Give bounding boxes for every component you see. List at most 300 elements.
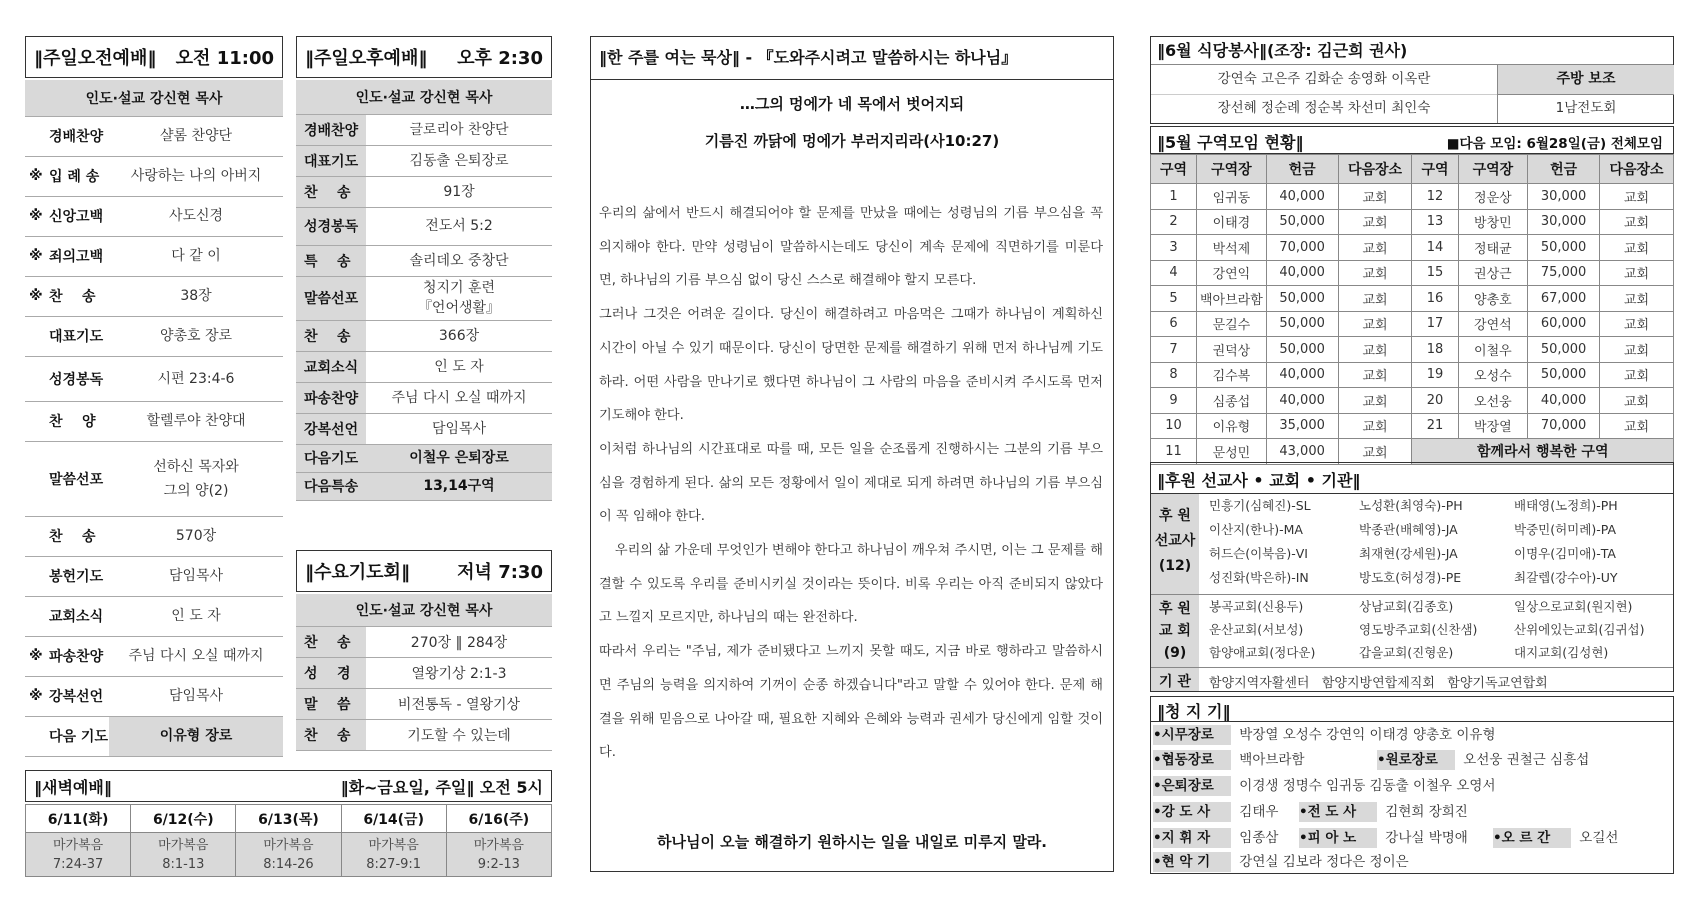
steward-names-preacher: 김태우 — [1239, 804, 1279, 820]
worship-item-label: 교회소식 — [296, 351, 366, 382]
district-column-header: 헌금 — [1266, 155, 1338, 184]
district-cell: 60,000 — [1528, 311, 1600, 337]
worship-item-value: 할렐루야 찬양대 — [109, 401, 283, 441]
worship-item-value: 38장 — [109, 276, 283, 316]
district-cell: 교회 — [1600, 235, 1674, 261]
support-entry: 민흥기(심혜진)-SL — [1209, 498, 1311, 513]
church-label: 후 원 교 회 (9) — [1159, 601, 1191, 661]
worship-item-value: 선하신 목자와 그의 양(2) — [109, 441, 283, 516]
support-entry: 박종관(배혜영)-JA — [1359, 522, 1458, 537]
worship-item-value: 366장 — [366, 320, 552, 351]
meditation-verse-1: …그의 멍에가 네 목에서 벗어지되 — [739, 95, 965, 113]
worship-item-value: 양총호 장로 — [109, 316, 283, 356]
worship-item-value: 사도신경 — [109, 196, 283, 236]
district-column-header: 다음장소 — [1338, 155, 1412, 184]
worship-row — [25, 676, 283, 716]
worship-row — [296, 114, 552, 145]
table-row — [1151, 413, 1674, 439]
district-cell: 50,000 — [1266, 337, 1338, 363]
worship-row — [25, 196, 283, 236]
worship-item-value: 김동출 은퇴장로 — [366, 145, 552, 176]
worship-row — [25, 156, 283, 196]
steward-names-serving: 박장열 오성수 강연익 이태경 양총호 이유형 — [1239, 727, 1496, 743]
org-label: 기 관 — [1159, 674, 1191, 690]
worship-item-label: 봉헌기도 — [49, 569, 104, 585]
district-cell: 문성민 — [1197, 439, 1267, 465]
missionary-label: 후 원 선교사 (12) — [1154, 508, 1196, 574]
district-cell: 19 — [1412, 362, 1458, 388]
meditation-paragraph-4: 우리의 삶 가운데 무엇인가 변해야 한다고 하나님이 깨우쳐 주시면, 이는 그 문제를 해결할 수 있도록 우리를 준비시키실 것이라는 뜻이다. 비록 우리는 아직 준비되지 않았다고 느낄지 모르지만, 하나님의 때는 완전하다. — [599, 543, 1103, 626]
district-cell: 교회 — [1600, 413, 1674, 439]
support-entry: 이명우(김미애)-TA — [1514, 546, 1616, 561]
support-entry: 갑을교회(진형운) — [1359, 645, 1454, 660]
district-column-header: 구역장 — [1458, 155, 1528, 184]
sunday-morning-time: 오전 11:00 — [175, 48, 274, 69]
worship-item — [25, 441, 109, 516]
district-cell: 20 — [1412, 388, 1458, 414]
table-row — [1151, 362, 1674, 388]
district-cell: 교회 — [1600, 388, 1674, 414]
district-cell: 40,000 — [1266, 388, 1338, 414]
district-title: ‖5월 구역모임 현황‖ — [1157, 133, 1304, 152]
worship-item-value: 담임목사 — [109, 676, 283, 716]
district-cell: 40,000 — [1266, 362, 1338, 388]
worship-item-label: 파송찬양 — [49, 649, 104, 665]
worship-row — [25, 516, 283, 556]
steward-label-preacher: •강 도 사 — [1153, 802, 1231, 822]
dawn-title: ‖새벽예배‖ — [34, 777, 112, 797]
support-entry: 방도호(허성경)-PE — [1359, 570, 1462, 585]
worship-item-value: 열왕기상 2:1-3 — [366, 657, 552, 688]
steward-names-retired: 이경생 정명수 임귀동 김동출 이철우 오영서 — [1239, 778, 1496, 794]
support-entry: 함양애교회(정다운) — [1209, 645, 1316, 660]
district-cell: 30,000 — [1528, 184, 1600, 210]
district-cell: 1 — [1151, 184, 1197, 210]
district-cell: 50,000 — [1266, 311, 1338, 337]
worship-row — [296, 413, 552, 444]
meditation-paragraph-1: 우리의 삶에서 반드시 해결되어야 할 문제를 만났을 때에는 성령님의 기름 부으심을 꼭 의지해야 한다. 만약 성령님이 말씀하시는데도 당신이 계속 문제에 직면하기를 미룬다면, 하나님의 기름 부으심 없이 당신 스스로 해결해야 할지 모른다. — [599, 206, 1103, 289]
worship-item-label: 성경봉독 — [296, 207, 366, 245]
district-cell: 6 — [1151, 311, 1197, 337]
district-cell: 교회 — [1600, 311, 1674, 337]
district-cell: 문길수 — [1197, 311, 1267, 337]
worship-item — [25, 236, 109, 276]
steward-names-conductor: 임종삼 — [1239, 830, 1279, 846]
worship-item-label: 말씀선포 — [49, 471, 104, 488]
district-cell: 50,000 — [1266, 209, 1338, 235]
table-row — [1151, 439, 1674, 465]
dawn-date: 6/13(목) — [236, 805, 341, 833]
district-cell: 8 — [1151, 362, 1197, 388]
district-cell: 40,000 — [1266, 184, 1338, 210]
worship-item-label: 강복선언 — [49, 689, 104, 705]
worship-item-label: 대표기도 — [49, 329, 104, 345]
worship-item-label: 찬 송 — [296, 176, 366, 207]
dawn-ref: 7:24-37 — [52, 856, 104, 872]
worship-item-value: 기도할 수 있는데 — [366, 719, 552, 750]
support-entry: 영도방주교회(신찬샘) — [1359, 622, 1478, 637]
dawn-date: 6/16(주) — [446, 805, 551, 833]
district-cell: 70,000 — [1528, 413, 1600, 439]
district-cell: 교회 — [1600, 209, 1674, 235]
district-column-header: 구역장 — [1197, 155, 1267, 184]
support-entry: 허드슨(이북음)-VI — [1209, 546, 1308, 561]
district-column-header: 구역 — [1412, 155, 1458, 184]
district-cell: 10 — [1151, 413, 1197, 439]
support-entry: 이산지(한나)-MA — [1209, 522, 1303, 537]
table-row — [1151, 388, 1674, 414]
kitchen-assist-label: 주방 보조 — [1497, 65, 1674, 95]
meditation-title: ‖한 주를 여는 묵상‖ - 『도와주시려고 말씀하시는 하나님』 — [599, 48, 1018, 67]
sunday-afternoon-title: ‖주일오후예배‖ — [305, 48, 428, 69]
district-cell: 교회 — [1338, 260, 1412, 286]
stewards-body — [1150, 722, 1674, 874]
district-cell: 50,000 — [1266, 286, 1338, 312]
worship-row — [296, 207, 552, 245]
kitchen-assist-value: 1남전도회 — [1497, 94, 1674, 123]
support-entry: 상남교회(김종호) — [1359, 599, 1454, 614]
worship-row — [25, 236, 283, 276]
worship-item-value: 13,14구역 — [366, 472, 552, 500]
worship-item-label: 말 씀 — [296, 688, 366, 719]
district-cell: 교회 — [1338, 209, 1412, 235]
worship-item — [25, 196, 109, 236]
worship-item-value: 시편 23:4-6 — [109, 356, 283, 401]
worship-item-label: 다음특송 — [296, 472, 366, 500]
district-cell: 교회 — [1338, 362, 1412, 388]
worship-row — [25, 356, 283, 401]
worship-item — [25, 716, 109, 756]
district-cell: 김수복 — [1197, 362, 1267, 388]
district-cell: 16 — [1412, 286, 1458, 312]
dawn-date: 6/11(화) — [26, 805, 131, 833]
worship-item-label: 말씀선포 — [296, 276, 366, 320]
standing-mark: ※ — [29, 288, 43, 304]
district-cell: 박장열 — [1458, 413, 1528, 439]
steward-names-strings: 강연실 김보라 정다은 정이은 — [1239, 854, 1409, 870]
district-cell: 67,000 — [1528, 286, 1600, 312]
worship-row — [296, 276, 552, 320]
district-cell: 심종섭 — [1197, 388, 1267, 414]
dawn-reading — [341, 833, 446, 877]
meditation-frame — [590, 36, 1114, 80]
district-cell: 이철우 — [1458, 337, 1528, 363]
worship-item-label: 찬 송 — [49, 529, 96, 545]
steward-label-evangelist: •전 도 사 — [1299, 802, 1377, 822]
steward-names-piano: 강나실 박명애 — [1385, 830, 1468, 846]
steward-label-strings: •현 악 기 — [1153, 852, 1231, 872]
dawn-schedule — [25, 804, 552, 877]
table-row — [1151, 184, 1674, 210]
district-cell: 30,000 — [1528, 209, 1600, 235]
worship-item-label: 신앙고백 — [49, 209, 104, 225]
support-entry: 노성환(최영숙)-PH — [1359, 498, 1463, 513]
support-entry: 봉곡교회(신용두) — [1209, 599, 1304, 614]
worship-item — [25, 556, 109, 596]
dawn-book: 마가복음 — [158, 837, 209, 853]
table-row — [1151, 209, 1674, 235]
sunday-afternoon-time: 오후 2:30 — [457, 48, 543, 69]
standing-mark: ※ — [29, 248, 43, 264]
worship-item-label: 교회소식 — [49, 609, 104, 625]
worship-item — [25, 401, 109, 441]
worship-item-value: 담임목사 — [366, 413, 552, 444]
dawn-book: 마가복음 — [368, 837, 419, 853]
meditation-paragraph-2: 그러나 그것은 어려운 길이다. 당신이 해결하려고 마음먹은 그때가 하나님이 계획하신 시간이 아닐 수 있기 때문이다. 당신이 당면한 문제를 해결하기 위해 먼저 하나님께 기도하라. 어떤 사람을 만나기로 했다면 하나님이 그 사람의 마음을 준비시켜 주시도록 먼저 기도해야 한다. — [599, 307, 1103, 424]
meditation-paragraph-3: 이처럼 하나님의 시간표대로 따를 때, 모든 일을 순조롭게 진행하시는 그분의 기름 부으심을 경험하게 된다. 삶의 모든 정황에서 일이 제대로 되게 하려면 하나님의 기름 부으심이 꼭 임해야 한다. — [599, 441, 1103, 525]
worship-item — [25, 356, 109, 401]
table-row — [1151, 235, 1674, 261]
worship-item — [25, 276, 109, 316]
worship-item-label: 찬 양 — [49, 414, 96, 430]
worship-item — [25, 156, 109, 196]
worship-item — [25, 636, 109, 676]
dawn-ref: 8:14-26 — [263, 856, 314, 872]
standing-mark: ※ — [29, 208, 43, 224]
worship-item-value: 비전통독 - 열왕기상 — [366, 688, 552, 719]
dawn-date: 6/12(수) — [131, 805, 236, 833]
worship-row — [296, 657, 552, 688]
district-cell: 강연익 — [1197, 260, 1267, 286]
district-cell: 40,000 — [1266, 260, 1338, 286]
sunday-morning-title: ‖주일오전예배‖ — [34, 48, 157, 69]
worship-row — [296, 145, 552, 176]
steward-label-retired: •은퇴장로 — [1153, 776, 1231, 796]
sunday-morning-order — [25, 80, 283, 757]
sunday-morning-header — [25, 36, 283, 78]
district-next-meeting: ■다음 모임: 6월28일(금) 전체모임 — [1446, 136, 1663, 152]
district-column-header: 다음장소 — [1600, 155, 1674, 184]
org-list: 함양지역자활센터 함양지방연합제직회 함양기독교연합회 — [1209, 676, 1548, 691]
district-cell: 7 — [1151, 337, 1197, 363]
sunday-afternoon-order — [296, 80, 552, 501]
dawn-ref: 9:2-13 — [477, 856, 520, 872]
support-entry: 최재현(강세원)-JA — [1359, 546, 1458, 561]
worship-row — [25, 441, 283, 516]
worship-row — [296, 245, 552, 276]
worship-item-value: 주님 다시 오실 때까지 — [366, 382, 552, 413]
worship-row — [25, 401, 283, 441]
worship-row — [296, 688, 552, 719]
dawn-ref: 8:1-13 — [162, 856, 205, 872]
wednesday-title: ‖수요기도회‖ — [305, 562, 410, 583]
table-row — [1151, 311, 1674, 337]
stewards-title: ‖청 지 기‖ — [1157, 702, 1231, 721]
district-cell: 35,000 — [1266, 413, 1338, 439]
district-cell: 교회 — [1600, 260, 1674, 286]
worship-item-label: 입 례 송 — [49, 169, 100, 185]
worship-item-label: 찬 송 — [49, 289, 96, 305]
wednesday-time: 저녁 7:30 — [457, 562, 543, 583]
worship-item-label: 대표기도 — [296, 145, 366, 176]
district-column-header: 구역 — [1151, 155, 1197, 184]
wednesday-header — [296, 550, 552, 592]
worship-row — [25, 716, 283, 756]
kitchen-section — [1150, 36, 1674, 124]
steward-names-cooperating: 백아브라함 — [1239, 752, 1305, 768]
standing-mark: ※ — [29, 688, 43, 704]
district-cell: 교회 — [1338, 439, 1412, 465]
district-cell: 75,000 — [1528, 260, 1600, 286]
district-cell: 50,000 — [1528, 362, 1600, 388]
worship-item — [25, 676, 109, 716]
district-cell: 교회 — [1600, 337, 1674, 363]
steward-label-cooperating: •협동장로 — [1153, 750, 1231, 770]
support-entry: 일상으로교회(원지현) — [1514, 599, 1633, 614]
worship-row — [296, 719, 552, 750]
district-cell: 13 — [1412, 209, 1458, 235]
dawn-reading — [236, 833, 341, 877]
dawn-book: 마가복음 — [473, 837, 524, 853]
support-entry: 산위에있는교회(김귀섭) — [1514, 622, 1645, 637]
worship-row — [296, 444, 552, 472]
district-cell: 교회 — [1338, 388, 1412, 414]
worship-item — [25, 316, 109, 356]
steward-label-conductor: •지 휘 자 — [1153, 828, 1231, 848]
dawn-book: 마가복음 — [263, 837, 314, 853]
worship-item-value: 570장 — [109, 516, 283, 556]
worship-row — [296, 382, 552, 413]
district-cell: 권덕상 — [1197, 337, 1267, 363]
worship-row — [25, 556, 283, 596]
district-cell: 이유형 — [1197, 413, 1267, 439]
steward-names-emeritus: 오선웅 권철근 심흥섭 — [1463, 752, 1590, 768]
district-cell: 정태균 — [1458, 235, 1528, 261]
district-cell: 교회 — [1338, 413, 1412, 439]
wednesday-order — [296, 594, 552, 751]
district-cell: 50,000 — [1528, 235, 1600, 261]
worship-item — [25, 116, 109, 156]
worship-item-label: 찬 송 — [296, 320, 366, 351]
worship-item-label: 경배찬양 — [49, 129, 104, 145]
steward-label-emeritus: •원로장로 — [1377, 750, 1455, 770]
district-cell: 교회 — [1338, 184, 1412, 210]
support-entry: 대지교회(김성현) — [1514, 645, 1609, 660]
meditation-paragraph-5: 따라서 우리는 "주님, 제가 준비됐다고 느끼지 못할 때도, 지금 바로 행하라고 말씀하시면 주님의 능력을 의지하여 기꺼이 순종 하겠습니다"라고 말할 수 있어야 한다. 문제 해결을 위해 믿음으로 나아갈 때, 필요한 지혜와 은혜와 능력과 권세가 당신에게 임할 것이다. — [599, 644, 1103, 761]
table-row — [1151, 337, 1674, 363]
meditation-verse-2: 기름진 까닭에 멍에가 부러지리라(사10:27) — [704, 132, 1000, 150]
district-cell: 교회 — [1600, 362, 1674, 388]
kitchen-names-1: 강연숙 고은주 김화순 송영화 이옥란 — [1151, 65, 1497, 95]
worship-item-label: 성경봉독 — [49, 371, 104, 388]
district-header — [1150, 126, 1674, 154]
district-cell: 17 — [1412, 311, 1458, 337]
district-cell: 3 — [1151, 235, 1197, 261]
district-cell: 백아브라함 — [1197, 286, 1267, 312]
district-cell: 이태경 — [1197, 209, 1267, 235]
dawn-header — [25, 770, 552, 802]
worship-item-label: 성 경 — [296, 657, 366, 688]
steward-names-organ: 오길선 — [1579, 830, 1619, 846]
worship-item — [25, 516, 109, 556]
worship-item-value: 인 도 자 — [109, 596, 283, 636]
support-entry: 박중민(허미례)-PA — [1514, 522, 1617, 537]
district-cell: 교회 — [1600, 184, 1674, 210]
district-cell: 교회 — [1338, 235, 1412, 261]
support-entry: 최갈렙(강수아)-UY — [1514, 570, 1618, 585]
standing-mark: ※ — [29, 168, 43, 184]
district-cell: 5 — [1151, 286, 1197, 312]
kitchen-names-2: 장선혜 정순례 정순복 차선미 최인숙 — [1217, 100, 1431, 116]
worship-item-label: 죄의고백 — [49, 249, 104, 265]
table-row — [1151, 260, 1674, 286]
standing-mark: ※ — [29, 648, 43, 664]
dawn-ref: 8:27-9:1 — [366, 856, 422, 872]
steward-label-organ: •오 르 간 — [1493, 828, 1571, 848]
district-cell: 43,000 — [1266, 439, 1338, 465]
worship-item-value: 인 도 자 — [366, 351, 552, 382]
worship-item-value: 청지기 훈련 『언어생활』 — [366, 276, 552, 320]
district-cell: 양총호 — [1458, 286, 1528, 312]
worship-row — [296, 472, 552, 500]
district-cell: 14 — [1412, 235, 1458, 261]
district-cell: 교회 — [1338, 311, 1412, 337]
worship-row — [25, 596, 283, 636]
worship-row — [25, 636, 283, 676]
district-cell: 12 — [1412, 184, 1458, 210]
support-header — [1150, 462, 1674, 494]
district-cell: 4 — [1151, 260, 1197, 286]
dawn-book: 마가복음 — [52, 837, 104, 853]
kitchen-title: ‖6월 식당봉사‖(조장: 김근희 권사) — [1151, 37, 1673, 65]
district-table — [1150, 154, 1674, 465]
worship-item-label: 특 송 — [296, 245, 366, 276]
worship-item-value: 사랑하는 나의 아버지 — [109, 156, 283, 196]
worship-item-value: 담임목사 — [109, 556, 283, 596]
worship-item-label: 찬 송 — [296, 626, 366, 657]
support-entry: 배태영(노정희)-PH — [1514, 498, 1618, 513]
worship-row — [296, 176, 552, 207]
worship-item-value: 이유형 장로 — [109, 716, 283, 756]
worship-item-value: 샬롬 찬양단 — [109, 116, 283, 156]
worship-item — [25, 596, 109, 636]
worship-item-label: 경배찬양 — [296, 114, 366, 145]
dawn-reading — [131, 833, 236, 877]
worship-row — [296, 626, 552, 657]
worship-item-label: 다음기도 — [296, 444, 366, 472]
district-cell: 권상근 — [1458, 260, 1528, 286]
worship-row — [25, 316, 283, 356]
steward-names-evangelist: 김현희 장희진 — [1385, 804, 1468, 820]
table-row — [1151, 286, 1674, 312]
worship-item-label: 찬 송 — [296, 719, 366, 750]
support-body — [1150, 494, 1674, 692]
meditation-closing: 하나님이 오늘 해결하기 원하시는 일을 내일로 미루지 말라. — [656, 833, 1048, 851]
worship-item-label: 강복선언 — [296, 413, 366, 444]
worship-item-value: 글로리아 찬양단 — [366, 114, 552, 145]
worship-item-value: 91장 — [366, 176, 552, 207]
worship-row — [296, 351, 552, 382]
worship-item-label: 다음 기도 — [49, 729, 108, 745]
steward-label-piano: •피 아 노 — [1299, 828, 1377, 848]
district-cell: 교회 — [1338, 286, 1412, 312]
worship-item-value: 270장 ‖ 284장 — [366, 626, 552, 657]
district-cell: 70,000 — [1266, 235, 1338, 261]
district-cell: 오선웅 — [1458, 388, 1528, 414]
worship-item-value: 이철우 은퇴장로 — [366, 444, 552, 472]
sunday-afternoon-leader: 인도·설교 강신현 목사 — [296, 80, 552, 114]
worship-row — [296, 320, 552, 351]
district-cell: 교회 — [1338, 337, 1412, 363]
stewards-header — [1150, 696, 1674, 722]
district-cell: 21 — [1412, 413, 1458, 439]
sunday-morning-leader: 인도·설교 강신현 목사 — [25, 80, 283, 116]
worship-row — [25, 276, 283, 316]
district-cell: 박석제 — [1197, 235, 1267, 261]
district-slogan: 함께라서 행복한 구역 — [1412, 439, 1674, 465]
support-entry: 운산교회(서보성) — [1209, 622, 1304, 637]
steward-label-serving: •시무장로 — [1153, 725, 1231, 745]
